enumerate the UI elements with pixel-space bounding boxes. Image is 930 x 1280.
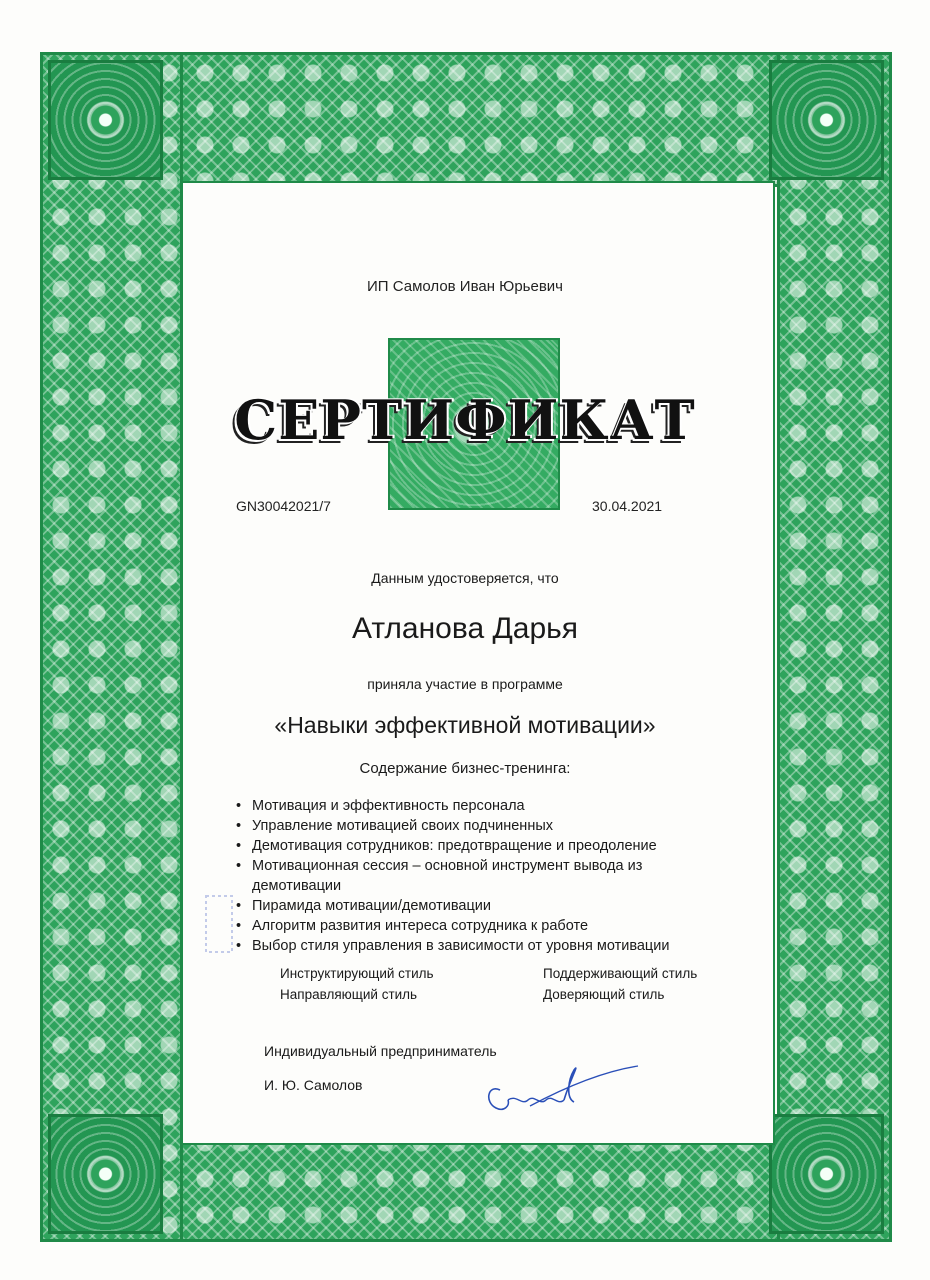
styles-left-column <box>280 963 434 1005</box>
topics-list <box>236 796 669 956</box>
corner-ornament-bottom-left <box>48 1114 163 1234</box>
issuer-name: ИП Самолов Иван Юрьевич <box>367 278 563 295</box>
style-item: Доверяющий стиль <box>543 987 665 1002</box>
corner-ornament-top-left <box>48 60 163 180</box>
certificate-title: СЕРТИФИКАТ <box>234 388 696 452</box>
list-item: • Мотивационная сессия – основной инструмент вывода из <box>236 856 669 876</box>
participation-text: приняла участие в программе <box>367 676 563 692</box>
certificate-date: 30.04.2021 <box>592 498 663 514</box>
list-item: • Пирамида мотивации/демотивации <box>236 896 669 916</box>
style-item: Инструктирующий стиль <box>280 966 434 981</box>
program-name: «Навыки эффективной мотивации» <box>274 712 656 738</box>
list-item: • Мотивация и эффективность персонала <box>236 796 669 816</box>
border-left-band <box>40 52 183 1242</box>
signer-name: И. Ю. Самолов <box>264 1077 363 1093</box>
list-item: • Управление мотивацией своих подчиненных <box>236 816 669 836</box>
styles-right-column <box>543 963 697 1005</box>
handwritten-signature <box>470 1050 640 1120</box>
style-item: Направляющий стиль <box>280 987 418 1002</box>
signer-role: Индивидуальный предприниматель <box>264 1043 497 1059</box>
list-item: • Выбор стиля управления в зависимости от уровня мотивации <box>236 936 669 956</box>
list-item: • Алгоритм развития интереса сотрудника к работе <box>236 916 669 936</box>
recipient-name: Атланова Дарья <box>351 612 579 645</box>
certificate-number: GN30042021/7 <box>236 498 331 514</box>
style-item: Поддерживающий стиль <box>543 966 698 981</box>
corner-ornament-top-right <box>769 60 884 180</box>
content-title: Содержание бизнес-тренинга: <box>359 760 571 777</box>
list-item-continuation: демотивации <box>252 878 342 894</box>
corner-ornament-bottom-right <box>769 1114 884 1234</box>
border-right-band <box>777 52 892 1242</box>
list-item: • Демотивация сотрудников: предотвращение и преодоление <box>236 836 669 856</box>
faint-stamp-mark <box>200 890 240 960</box>
certifies-text: Данным удостоверяется, что <box>371 570 559 586</box>
